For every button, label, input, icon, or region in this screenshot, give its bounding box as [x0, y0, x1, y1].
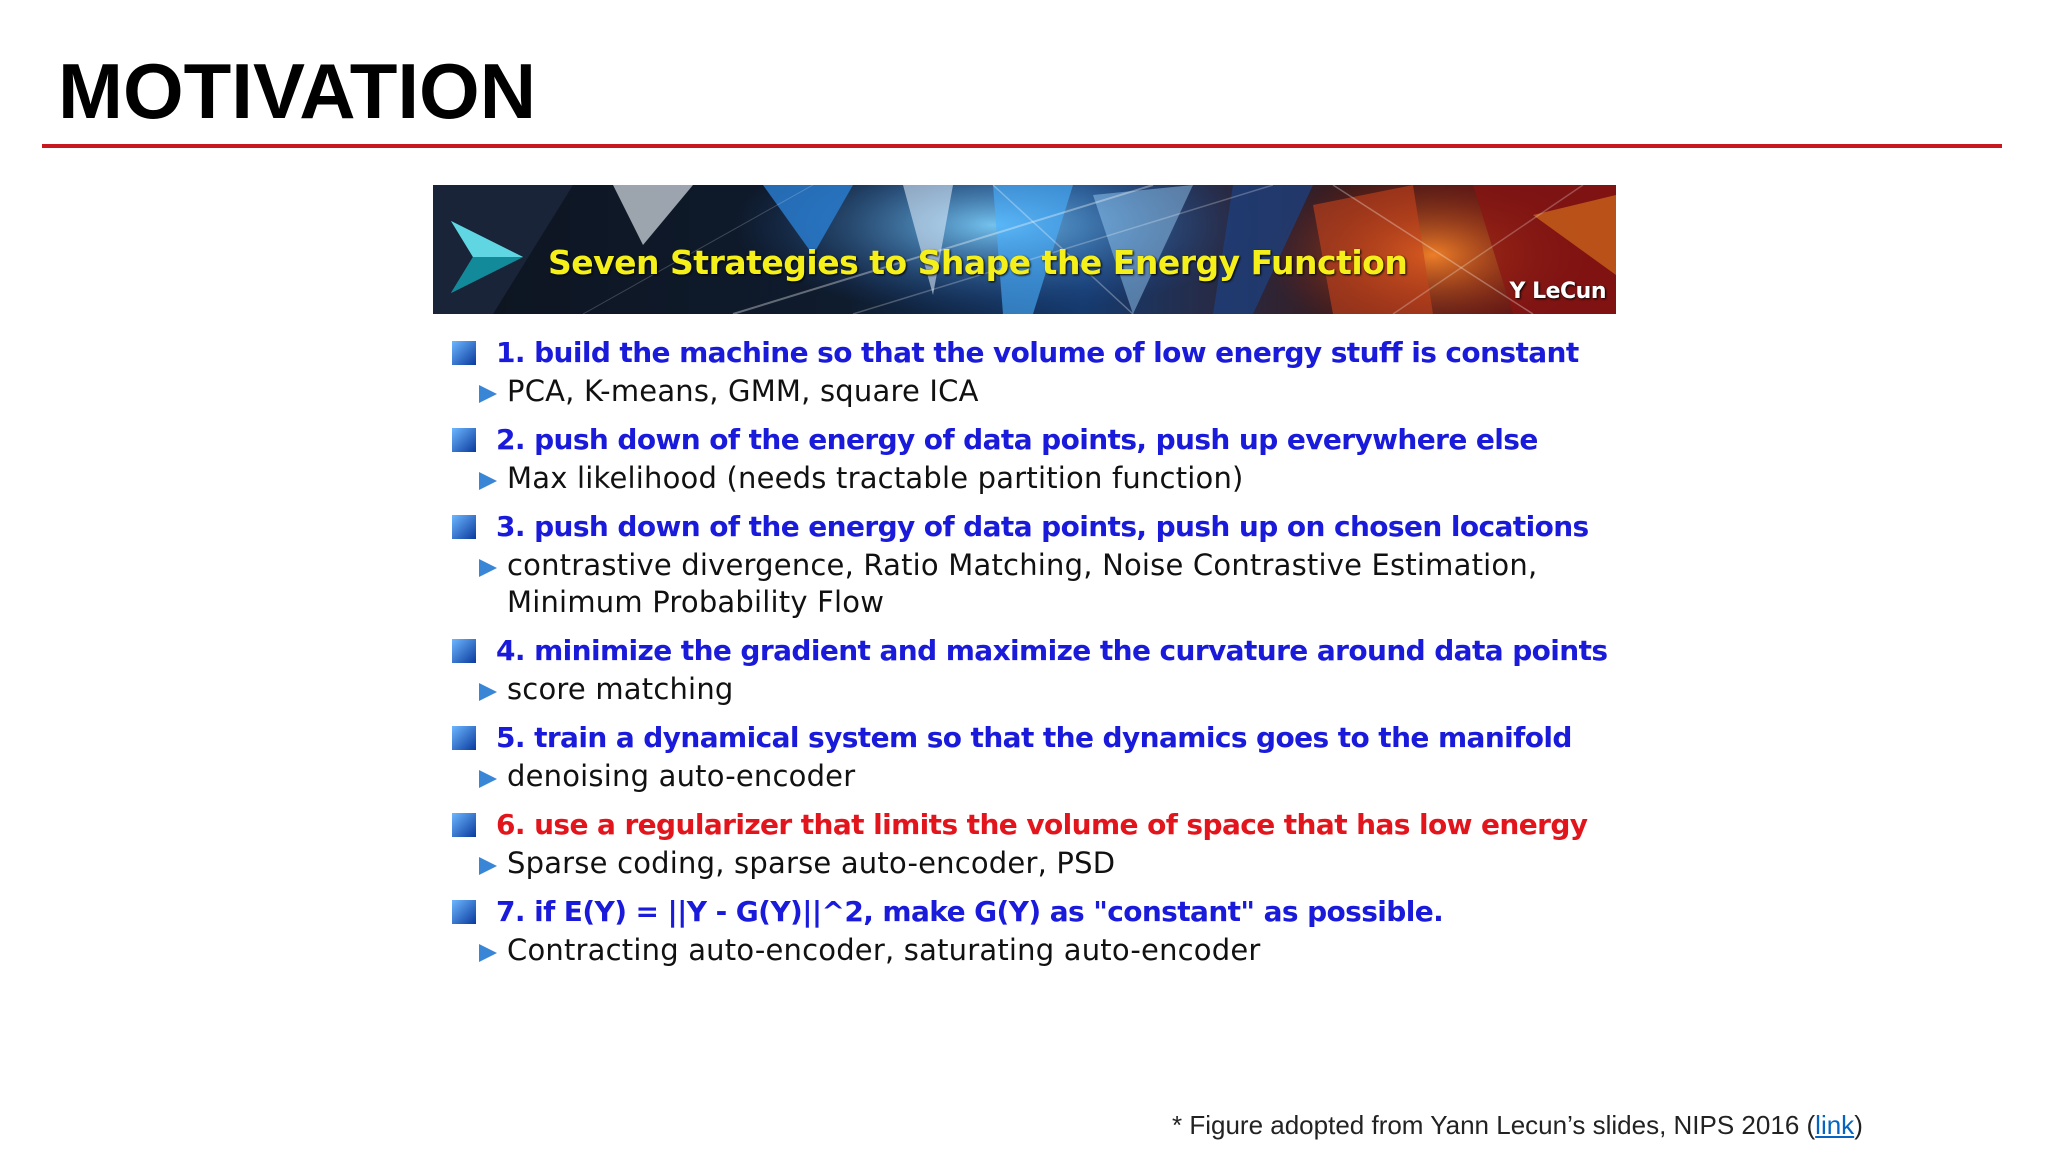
strategy-heading: 5. train a dynamical system so that the dynamics goes to the manifold: [496, 721, 1572, 754]
list-item: [451, 718, 1611, 795]
list-item: [451, 631, 1611, 708]
blue-triangle-icon: [477, 383, 499, 405]
blue-square-icon: [451, 638, 477, 664]
strategy-example: Max likelihood (needs tractable partition function): [507, 461, 1244, 495]
list-item: [451, 507, 1611, 621]
strategy-heading: 3. push down of the energy of data points, push up on chosen locations: [496, 510, 1589, 543]
strategy-example: Contracting auto-encoder, saturating auto-encoder: [507, 933, 1261, 967]
list-item: [451, 805, 1611, 882]
strategy-example: denoising auto-encoder: [507, 759, 856, 793]
title-divider: [42, 144, 2002, 148]
blue-square-icon: [451, 812, 477, 838]
strategy-example: Sparse coding, sparse auto-encoder, PSD: [507, 846, 1116, 880]
blue-triangle-icon: [477, 855, 499, 877]
list-item: [451, 892, 1611, 969]
strategy-example: PCA, K-means, GMM, square ICA: [507, 374, 979, 408]
blue-triangle-icon: [477, 557, 499, 579]
blue-triangle-icon: [477, 942, 499, 964]
banner-author: Y LeCun: [1509, 279, 1606, 304]
arrow-logo-icon: [447, 217, 527, 297]
footnote-link[interactable]: link: [1815, 1110, 1855, 1140]
blue-square-icon: [451, 514, 477, 540]
footnote-text: * Figure adopted from Yann Lecun’s slides, NIPS 2016 (: [1172, 1110, 1816, 1140]
strategy-heading: 7. if E(Y) = ||Y - G(Y)||^2, make G(Y) as "constant" as possible.: [496, 895, 1444, 928]
lecun-figure: [433, 185, 1616, 1000]
strategy-heading-highlighted: 6. use a regularizer that limits the volume of space that has low energy: [496, 808, 1588, 841]
page-title: MOTIVATION: [58, 47, 537, 135]
strategy-heading: 4. minimize the gradient and maximize the curvature around data points: [496, 634, 1608, 667]
blue-square-icon: [451, 340, 477, 366]
strategy-list: [451, 333, 1611, 979]
blue-triangle-icon: [477, 768, 499, 790]
list-item: [451, 420, 1611, 497]
banner-title: Seven Strategies to Shape the Energy Function: [548, 243, 1408, 282]
footnote-suffix: ): [1854, 1110, 1863, 1140]
strategy-example: contrastive divergence, Ratio Matching, Noise Contrastive Estimation, Minimum Probability Flow: [507, 548, 1538, 619]
strategy-heading: 1. build the machine so that the volume of low energy stuff is constant: [496, 336, 1579, 369]
blue-square-icon: [451, 899, 477, 925]
strategy-example: score matching: [507, 672, 734, 706]
blue-square-icon: [451, 725, 477, 751]
blue-triangle-icon: [477, 470, 499, 492]
footnote: [1172, 1108, 1863, 1142]
blue-triangle-icon: [477, 681, 499, 703]
strategy-heading: 2. push down of the energy of data points, push up everywhere else: [496, 423, 1538, 456]
figure-banner: [433, 185, 1616, 314]
blue-square-icon: [451, 427, 477, 453]
list-item: [451, 333, 1611, 410]
